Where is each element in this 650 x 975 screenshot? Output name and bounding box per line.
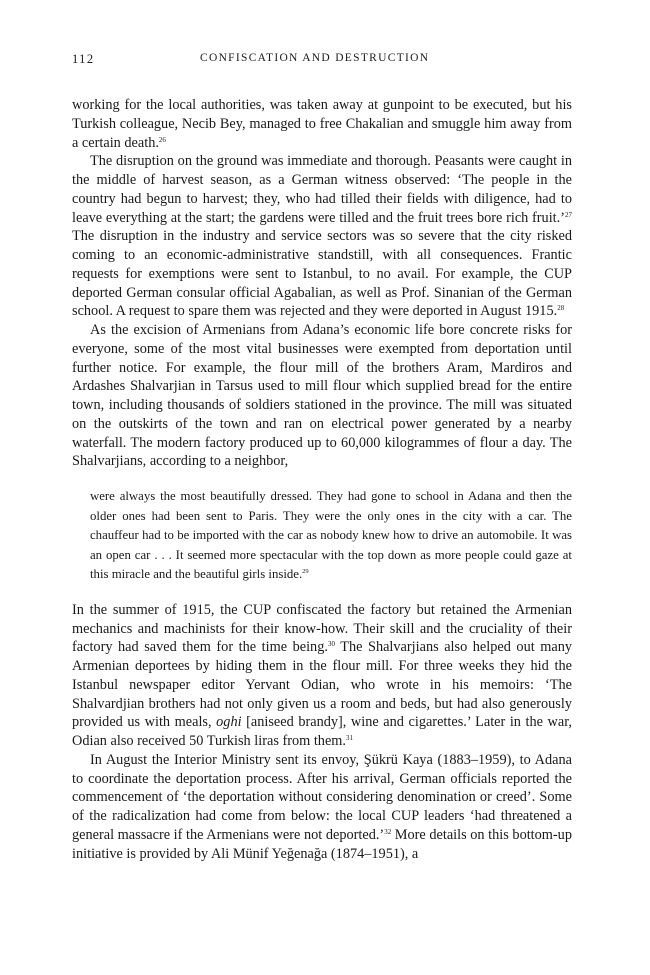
- paragraph-2-text-b: The disruption in the industry and service sectors was so severe that the city risked coming to an economic-administrative standstill, with all consequences. Frantic requests for exemptions were sent to Istanbul, to no avail. For example, the CUP deported German consular official Agabalian, as well as Prof. Sinanian of the German school. A request to spare them was rejected and they were deported in August 1915.: [72, 228, 572, 320]
- block-quote-text: were always the most beautifully dressed. They had gone to school in Adana and then the older ones had been sent to Paris. They were the only ones in the city with a car. The chauffeur had to be imported with the car as nobody knew how to drive an automobile. It was an open car . . . It seemed more spectacular with the top down as more people could gaze at this miracle and the beautiful girls inside.: [90, 489, 572, 582]
- paragraph-4: [72, 601, 572, 751]
- footnote-ref-30: 30: [327, 640, 335, 649]
- page-body: [72, 96, 572, 863]
- paragraph-2-text-a: The disruption on the ground was immediate and thorough. Peasants were caught in the middle of harvest season, as a German witness observed: ‘The people in the country had begun to harvest; they, who had tilled their fields with diligence, had to leave everything at the start; the gardens were tilled and the fruit trees bore rich fruit.’: [72, 153, 572, 226]
- paragraph-5: [72, 751, 572, 864]
- running-title: CONFISCATION AND DESTRUCTION: [200, 52, 430, 64]
- paragraph-4-text-c: [aniseed brandy], wine and cigarettes.’ Later in the war, Odian also received 50 Turkish liras from them.: [72, 714, 572, 750]
- page-number: 112: [72, 52, 95, 66]
- paragraph-3: [72, 321, 572, 471]
- footnote-ref-27: 27: [565, 210, 572, 219]
- paragraph-2: [72, 152, 572, 321]
- paragraph-4-text-b: The Shalvarjians also helped out many Armenian deportees by hiding them in the flour mill. For three weeks they hid the Istanbul newspaper editor Yervant Odian, who wrote in his memoirs: ‘The Shalvardjian brothers had not only given us a room and beds, but had also generously provided us with meals,: [72, 639, 572, 731]
- paragraph-3-text: As the excision of Armenians from Adana’s economic life bore concrete risks for everyone, some of the most vital businesses were exempted from deportation until further notice. For example, the flour mill of the brothers Aram, Mardiros and Ardashes Shalvarjian in Tarsus used to mill flour which supplied bread for the entire town, including thousands of soldiers stationed in the province. The mill was situated on the outskirts of the town and ran on electrical power generated by a nearby waterfall. The modern factory produced up to 60,000 kilogrammes of flour a day. The Shalvarjians, according to a neighbor,: [72, 322, 572, 470]
- block-quote-paragraph: [90, 487, 572, 585]
- footnote-ref-28: 28: [557, 304, 565, 313]
- footnote-ref-29: 29: [302, 568, 309, 576]
- paragraph-4-italic-term: oghi: [216, 714, 242, 731]
- footnote-ref-32: 32: [384, 827, 392, 836]
- block-quote: [90, 487, 572, 585]
- footnote-ref-26: 26: [158, 135, 166, 144]
- footnote-ref-31: 31: [345, 734, 353, 743]
- paragraph-4-text-a: In the summer of 1915, the CUP confiscated the factory but retained the Armenian mechanics and machinists for their know-how. Their skill and the cruciality of their factory had saved them for the time being.: [72, 601, 572, 656]
- paragraph-1: [72, 96, 572, 152]
- running-head: [72, 52, 572, 68]
- paragraph-5-text-b: More details on this bottom-up initiative is provided by Ali Münif Yeğenağa (1874–1951), a: [72, 826, 572, 862]
- paragraph-5-text-a: In August the Interior Ministry sent its envoy, Şükrü Kaya (1883–1959), to Adana to coordinate the deportation process. After his arrival, German officials reported the commencement of ‘the deportation without considering denomination or creed’. Some of the radicalization had come from below: the local CUP leaders ‘had threatened a general massacre if the Armenians were not deported.’: [72, 751, 572, 843]
- paragraph-1-text: working for the local authorities, was taken away at gunpoint to be executed, but his Turkish colleague, Necib Bey, managed to free Chakalian and smuggle him away from a certain death.: [72, 97, 572, 151]
